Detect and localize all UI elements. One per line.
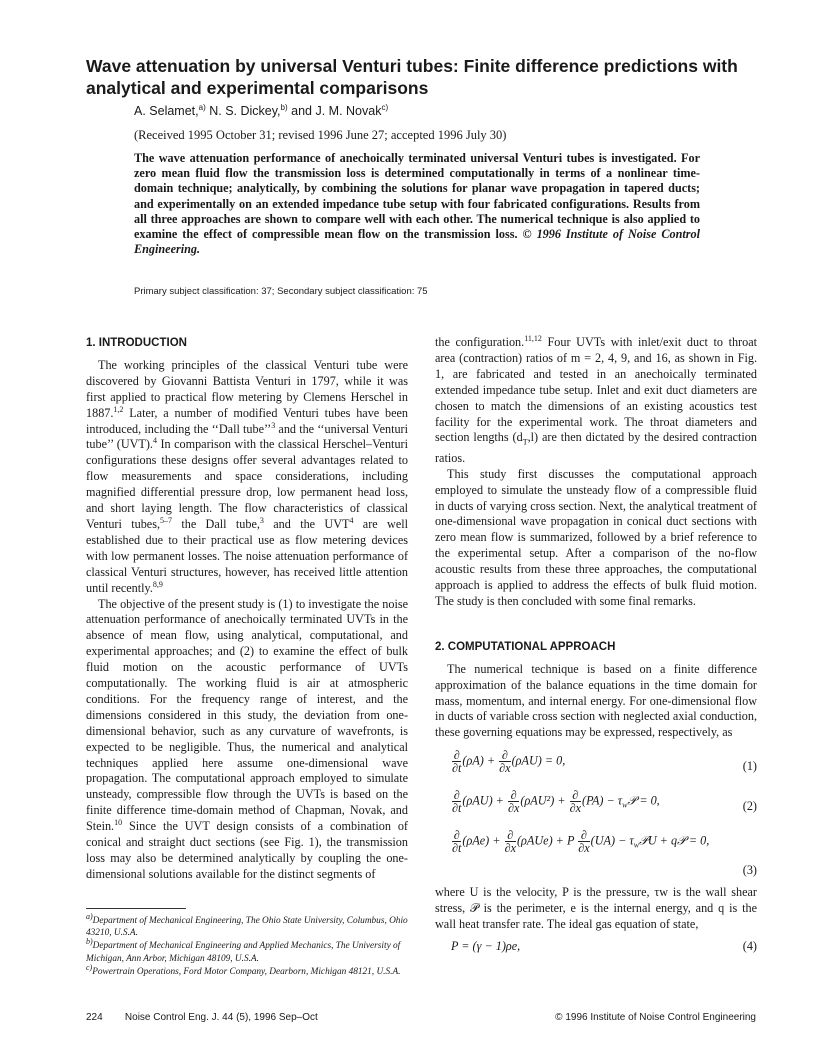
- paragraph: This study first discusses the computational approach employed to simulate the unsteady flow of a compressible fluid in ducts of varying cross section. Next, the analytical treatment of one-dimensional wave propagation in conical duct sections with zero mean flow is summarized, followed by a brief reference to the experimental setup. After a comparison of the no-flow acoustic results from these three approaches, the computational approach is applied to address the effects of bulk fluid motion. The study is then concluded with some final remarks.: [435, 466, 757, 608]
- right-column: [435, 335, 757, 959]
- paragraph: The objective of the present study is (1) to investigate the noise attenuation performance of anechoically terminated UVTs in the absence of mean flow, using analytical, computational, and experimental approaches; and (2) to examine the effect of bulk fluid motion on the acoustic performance of UVTs computationally. The working fluid is air at atmospheric conditions. For the frequency range of interest, and the dimensions considered in this study, the deviation from one-dimensional behavior, such as any curvature of wavefronts, is expected to be negligible. Thus, the numerical and analytical techniques applied here assume one-dimensional wave propagation. The computational approach employed to simulate unsteady, compressible flow through the UVTs is based on the finite difference time-domain method of Chapman, Novak, and Stein.$^{10}$ Since the UVT design consists of a combination of conical and straight duct sections (see Fig. 1), the transmission loss may also be determined analytically by coupling the one-dimensional solutions available for the distinct segments of: [86, 596, 408, 881]
- equation-mass: $\frac{\partial}{\partial t}$ (ρA) + $\frac{\partial}{\partial x}$ (ρAU) = 0, (1): [452, 748, 757, 776]
- footnotes: [86, 908, 408, 979]
- author-affil-mark: b): [280, 102, 288, 112]
- abstract-text: The wave attenuation performance of anechoically terminated universal Venturi tubes is investigated. For zero mean fluid flow the transmission loss is determined computationally in terms of a nonlinear time-domain technique; analytically, by combining the solutions for planar wave propagation in tapered ducts; and experimentally on an extended impedance tube setup with four fabricated configurations. Results from all three approaches are shown to compare well with each other. The numerical technique is also applied to examine the effect of compressible mean flow on the transmission loss.: [134, 151, 700, 242]
- author-selamet: A. Selamet,: [134, 104, 199, 118]
- abstract-copyright: © 1996 Institute of Noise Control Engineering.: [134, 227, 701, 257]
- paper-title: Wave attenuation by universal Venturi tubes: Finite difference predictions with analytical and experimental comparisons: [86, 56, 738, 98]
- subject-classification: Primary subject classification: 37; Secondary subject classification: 75: [134, 286, 428, 297]
- author-list: [134, 104, 388, 118]
- page-footer-right: © 1996 Institute of Noise Control Engineering: [555, 1012, 756, 1023]
- equation-energy: $\frac{\partial}{\partial t}$ (ρAe) + $\frac{\partial}{\partial x}$ (ρAUe) + P $\frac{\partial}{\partial x}$ $(UA) - \tau_w𝒫U$ + q𝒫 = 0,: [452, 828, 710, 856]
- footnote-affiliation: $^{a)}$Department of Mechanical Engineering, The Ohio State University, Columbus, Ohio 43210, U.S.A.: [86, 911, 408, 939]
- received-dates: (Received 1995 October 31; revised 1996 June 27; accepted 1996 July 30): [134, 128, 507, 142]
- author-dickey: N. S. Dickey,: [205, 104, 281, 118]
- paragraph: where U is the velocity, P is the pressure, τw is the wall shear stress, 𝒫 is the perimeter, e is the internal energy, and q is the wall heat transfer rate. The ideal gas equation of state,: [435, 885, 757, 932]
- equation-state: P = (γ − 1)ρe, (4): [451, 939, 757, 953]
- paragraph: The numerical technique is based on a finite difference approximation of the balance equations in the time domain for mass, momentum, and internal energy. For one-dimensional flow in ducts of variable cross section with neglected axial conduction, these governing equations may be expressed, respectively, as: [435, 661, 757, 740]
- abstract: [134, 151, 700, 257]
- footnote-rule: [86, 908, 186, 909]
- equation-momentum: $\frac{\partial}{\partial t}$ (ρAU) + $\frac{\partial}{\partial x}$ (ρAU²) + $\frac{\partial}{\partial x}$ $(PA) - \tau_w𝒫 = 0$, (2): [452, 788, 757, 816]
- section-heading-introduction: 1. INTRODUCTION: [86, 337, 187, 349]
- paragraph: The working principles of the classical Venturi tube were discovered by Giovanni Battista Venturi in 1797, while it was first applied to practical flow metering by Clemens Herschel in 1887.$^{1,2}$ Later, a number of modified Venturi tubes have been introduced, including the ‘‘Dall tube’’$^3$ and the ‘‘universal Venturi tube’’ (UVT).$^4$ In comparison with the classical Herschel–Venturi configurations these designs offer several advantages related to flow measurements and space considerations, including magnified differential pressure drop, low permanent head loss, and short laying length. The flow characteristics of classical Venturi tubes,$^{5-7}$ the Dall tube,$^3$ and the UVT$^4$ are well established due to their practical use as flow metering devices with low permanent losses. The noise attenuation performance of classical Venturi structures, however, has received little attention until recently.$^{8,9}$: [86, 357, 409, 595]
- footnote-affiliation: $^{b)}$Department of Mechanical Engineering and Applied Mechanics, The University of Michigan, Ann Arbor, Michigan 48109, U.S.A.: [86, 937, 401, 964]
- left-column: [86, 336, 408, 883]
- section-heading-computational: 2. COMPUTATIONAL APPROACH: [435, 640, 616, 653]
- author-affil-mark: a): [198, 102, 206, 112]
- page-footer-left: 224 Noise Control Eng. J. 44 (5), 1996 Sep–Oct: [86, 1012, 318, 1023]
- paragraph: the configuration.$^{11,12}$ Four UVTs with inlet/exit duct to throat area (contraction) ratios of m = 2, 4, 9, and 16, as shown in Fig. 1, are fabricated and tested in an anechoically terminated extended impedance tube setup. Inlet and exit duct diameters are chosen to match the dimensions of an existing acoustics test facility for the experimental work. The throat diameters and section lengths $(d_T,l)$ are then dictated by the desired contraction ratios.: [435, 333, 758, 465]
- footnote-affiliation: $^{c)}$Powertrain Operations, Ford Motor Company, Dearborn, Michigan 48121, U.S.A.: [86, 962, 401, 977]
- equation-number: (3): [742, 863, 757, 878]
- author-novak: and J. M. Novak: [287, 104, 382, 118]
- author-affil-mark: c): [381, 102, 389, 112]
